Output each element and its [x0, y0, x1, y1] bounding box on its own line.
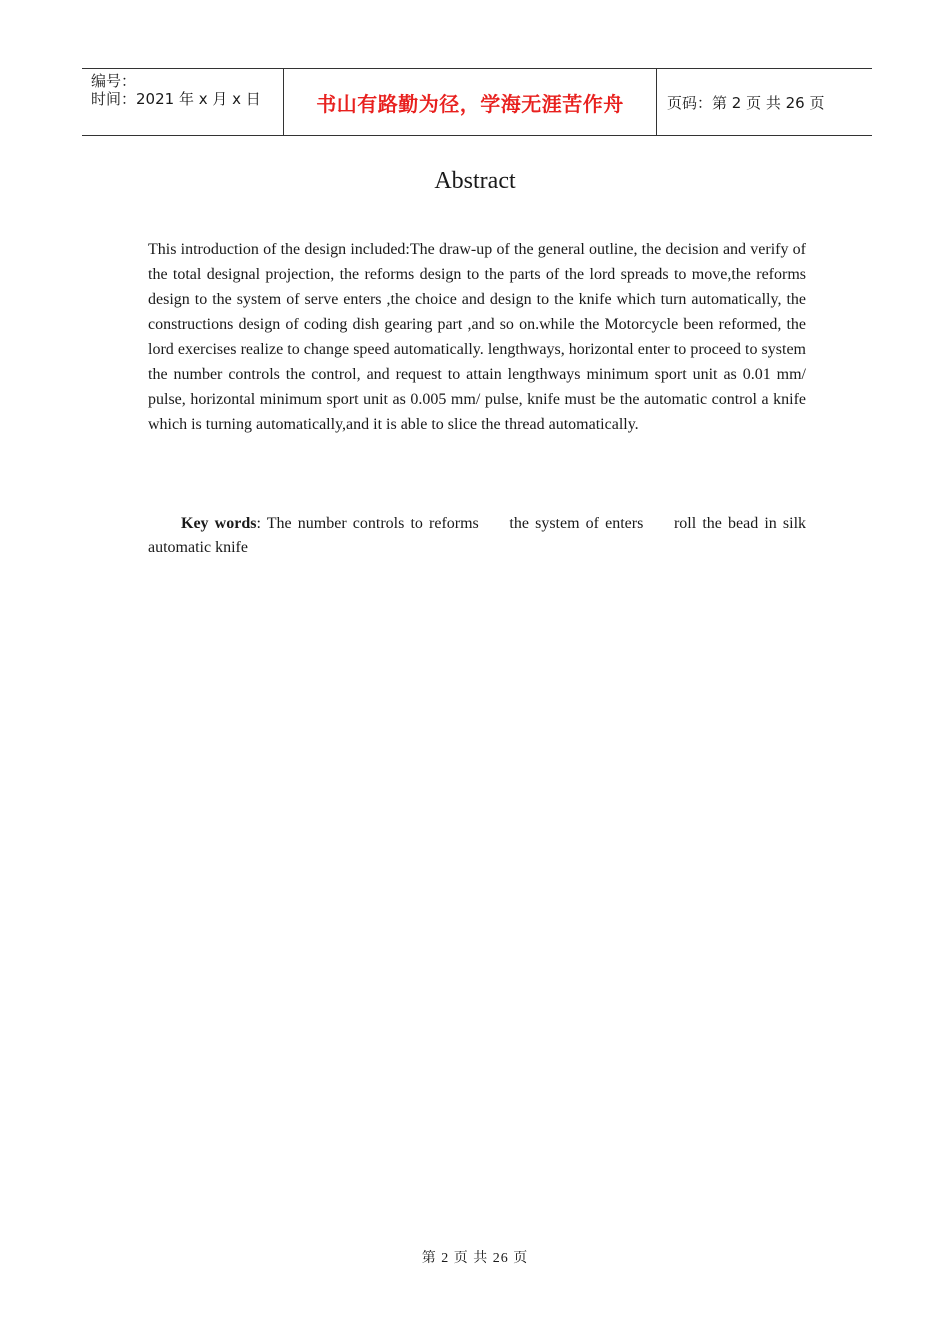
header-page-info: 页码：第 2 页 共 26 页	[667, 93, 825, 112]
keywords-text: The number controls to reforms the system of enters roll the bead in silk automatic knife	[148, 515, 811, 556]
document-time-label: 时间：2021 年 x 月 x 日	[91, 90, 261, 108]
header-meta	[82, 69, 284, 135]
page-header	[82, 68, 872, 136]
keywords-paragraph	[148, 512, 811, 560]
header-motto-cell	[284, 69, 657, 135]
keywords-label: Key words	[181, 515, 257, 532]
page-title: Abstract	[434, 168, 516, 194]
abstract-paragraph: This introduction of the design included:The draw-up of the general outline, the decision and verify of the total designal projection, the reforms design to the parts of the lord spreads to move,the reforms design to the system of serve enters ,the choice and design to the knife which turn automatically, the constructions design of coding dish gearing part ,and so on.while the Motorcycle been reformed, the lord exercises realize to change speed automatically. lengthways, horizontal enter to proceed to system the number controls the control, and request to attain lengthways minimum sport unit as 0.01 mm/ pulse, horizontal minimum sport unit as 0.005 mm/ pulse, knife must be the automatic control a knife which is turning automatically,and it is able to slice the thread automatically.	[148, 241, 806, 433]
page-footer: 第 2 页 共 26 页	[421, 1251, 529, 1266]
document-number-label: 编号：	[91, 72, 137, 90]
header-page-info-cell	[657, 69, 872, 135]
header-motto: 书山有路勤为径，学海无涯苦作舟	[316, 91, 624, 116]
keywords-separator: :	[256, 515, 267, 532]
